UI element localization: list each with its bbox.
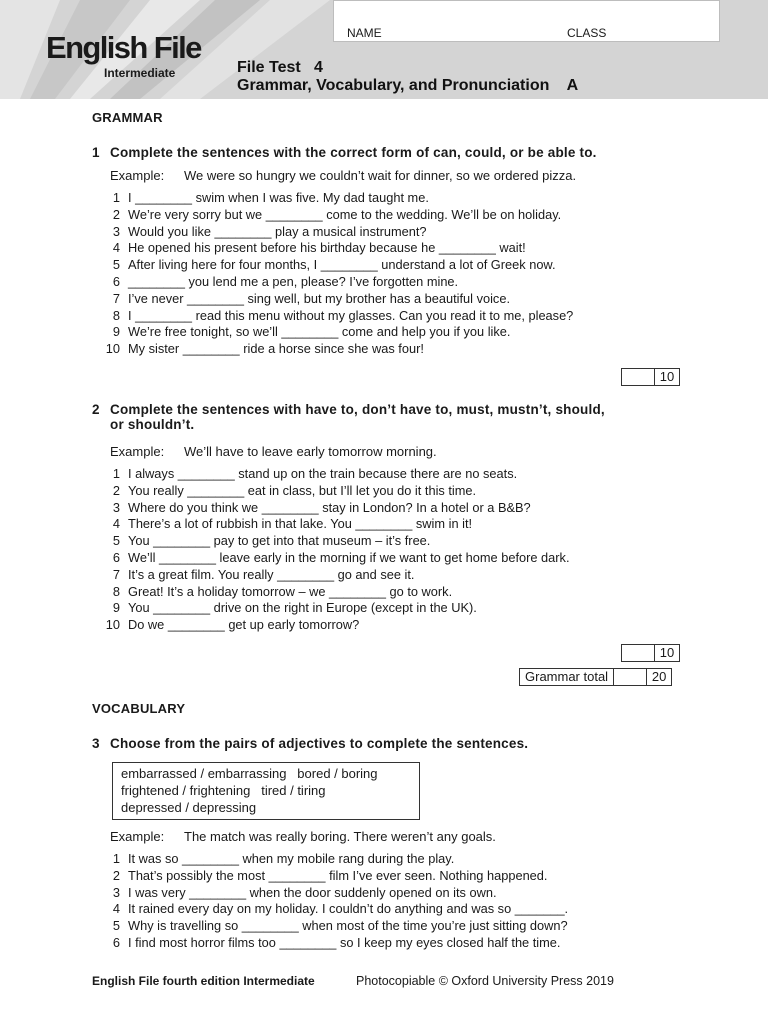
name-class-box bbox=[333, 0, 720, 42]
question-item bbox=[100, 868, 568, 885]
footer-edition: English File fourth edition Intermediate bbox=[92, 974, 315, 988]
q1-number: 1 bbox=[92, 145, 100, 160]
q2-instruction-line2: or shouldn’t. bbox=[110, 417, 195, 432]
item-number: 6 bbox=[112, 273, 120, 289]
item-number: 5 bbox=[112, 257, 120, 273]
item-text: That’s possibly the most ________ film I’ve ever seen. Nothing happened. bbox=[128, 867, 548, 883]
grammar-heading: GRAMMAR bbox=[92, 110, 163, 125]
question-item bbox=[100, 324, 573, 341]
item-number: 3 bbox=[112, 223, 120, 239]
item-text: We’re free tonight, so we’ll ________ come and help you if you like. bbox=[128, 324, 511, 340]
item-text: I always ________ stand up on the train because there are no seats. bbox=[128, 466, 518, 481]
item-text: We’ll ________ leave early in the morning if we want to get home before dark. bbox=[128, 549, 570, 565]
q2-item-list bbox=[100, 466, 570, 634]
item-number: 6 bbox=[112, 549, 120, 565]
q1-score-max: 10 bbox=[659, 369, 675, 384]
question-item bbox=[100, 935, 568, 952]
item-text: Would you like ________ play a musical instrument? bbox=[128, 223, 427, 239]
question-item bbox=[100, 207, 573, 224]
q2-example-text: We’ll have to leave early tomorrow morning. bbox=[184, 444, 437, 459]
question-item bbox=[100, 851, 568, 868]
question-item bbox=[100, 617, 570, 634]
item-number: 10 bbox=[105, 341, 120, 357]
item-number: 2 bbox=[112, 867, 120, 883]
question-item bbox=[100, 291, 573, 308]
question-item bbox=[100, 567, 570, 584]
q2-instruction-line1: Complete the sentences with have to, don’t have to, must, mustn’t, should, bbox=[110, 402, 605, 417]
grammar-total-label: Grammar total bbox=[520, 669, 614, 685]
item-number: 3 bbox=[112, 884, 120, 900]
item-number: 4 bbox=[112, 240, 120, 256]
question-item bbox=[100, 224, 573, 241]
question-item bbox=[100, 274, 573, 291]
question-item bbox=[100, 240, 573, 257]
q3-example-text: The match was really boring. There weren’t any goals. bbox=[184, 829, 496, 844]
item-number: 7 bbox=[112, 290, 120, 306]
item-text: He opened his present before his birthday because he ________ wait! bbox=[128, 240, 526, 256]
question-item bbox=[100, 918, 568, 935]
item-number: 10 bbox=[105, 617, 120, 633]
q3-example-label: Example: bbox=[110, 829, 165, 844]
q2-title bbox=[92, 402, 682, 432]
item-text: You really ________ eat in class, but I’ll let you do it this time. bbox=[128, 482, 477, 498]
q3-instruction: Choose from the pairs of adjectives to complete the sentences. bbox=[110, 736, 529, 751]
q1-instruction: Complete the sentences with the correct form of can, could, or be able to. bbox=[110, 145, 597, 160]
item-text: There’s a lot of rubbish in that lake. You ________ swim in it! bbox=[128, 516, 473, 532]
q2-example-label: Example: bbox=[110, 444, 165, 459]
grammar-total-blank[interactable] bbox=[614, 669, 647, 685]
q1-item-list bbox=[100, 190, 573, 358]
logo-title: English File bbox=[46, 30, 201, 65]
item-text: You ________ pay to get into that museum – it’s free. bbox=[128, 533, 431, 549]
item-text: My sister ________ ride a horse since she was four! bbox=[128, 341, 424, 357]
q2-score-box bbox=[621, 644, 680, 662]
q3-example bbox=[110, 829, 496, 844]
q2-score-max: 10 bbox=[659, 645, 675, 660]
logo-subtitle: Intermediate bbox=[104, 66, 176, 80]
word-box-line: depressed / depressing bbox=[121, 799, 257, 815]
question-item bbox=[100, 516, 570, 533]
class-label: CLASS bbox=[567, 26, 607, 40]
item-number: 1 bbox=[112, 190, 120, 205]
question-item bbox=[100, 885, 568, 902]
word-box-line: frightened / frightening tired / tiring bbox=[121, 782, 326, 798]
q3-number: 3 bbox=[92, 736, 100, 751]
q2-number: 2 bbox=[92, 402, 100, 417]
footer-copyright: Photocopiable © Oxford University Press 2019 bbox=[356, 974, 614, 988]
item-text: I was very ________ when the door suddenly opened on its own. bbox=[128, 884, 497, 900]
item-number: 6 bbox=[112, 934, 120, 950]
item-number: 1 bbox=[112, 851, 120, 866]
question-item bbox=[100, 483, 570, 500]
question-item bbox=[100, 584, 570, 601]
item-text: I find most horror films too ________ so I keep my eyes closed half the time. bbox=[128, 934, 561, 950]
q1-score-box bbox=[621, 368, 680, 386]
item-text: ________ you lend me a pen, please? I’ve forgotten mine. bbox=[128, 273, 459, 289]
item-text: It rained every day on my holiday. I couldn’t do anything and was so _______. bbox=[128, 901, 569, 917]
item-text: After living here for four months, I ________ understand a lot of Greek now. bbox=[128, 257, 556, 273]
q3-title bbox=[92, 736, 682, 751]
item-number: 8 bbox=[112, 583, 120, 599]
item-number: 9 bbox=[112, 324, 120, 340]
item-text: Where do you think we ________ stay in London? In a hotel or a B&B? bbox=[128, 499, 531, 515]
item-number: 5 bbox=[112, 918, 120, 934]
item-number: 3 bbox=[112, 499, 120, 515]
question-item bbox=[100, 341, 573, 358]
question-item bbox=[100, 466, 570, 483]
item-text: Do we ________ get up early tomorrow? bbox=[128, 617, 360, 633]
item-number: 4 bbox=[112, 516, 120, 532]
question-item bbox=[100, 308, 573, 325]
item-text: Great! It’s a holiday tomorrow – we ________ go to work. bbox=[128, 583, 453, 599]
q1-score-blank[interactable] bbox=[622, 369, 655, 385]
item-number: 4 bbox=[112, 901, 120, 917]
q2-example bbox=[110, 444, 437, 459]
item-text: It’s a great film. You really ________ go and see it. bbox=[128, 566, 415, 582]
item-number: 7 bbox=[112, 566, 120, 582]
item-number: 8 bbox=[112, 307, 120, 323]
q2-score-blank[interactable] bbox=[622, 645, 655, 661]
item-number: 1 bbox=[112, 466, 120, 481]
test-subtitle: Grammar, Vocabulary, and Pronunciation A bbox=[237, 77, 579, 94]
question-item bbox=[100, 190, 573, 207]
q3-word-box bbox=[112, 762, 420, 820]
item-text: We’re very sorry but we ________ come to the wedding. We’ll be on holiday. bbox=[128, 206, 562, 222]
item-text: I’ve never ________ sing well, but my brother has a beautiful voice. bbox=[128, 290, 511, 306]
item-number: 2 bbox=[112, 482, 120, 498]
item-number: 2 bbox=[112, 206, 120, 222]
grammar-total-box bbox=[519, 668, 672, 686]
grammar-total-max: 20 bbox=[651, 669, 667, 684]
vocabulary-heading: VOCABULARY bbox=[92, 701, 186, 716]
item-text: You ________ drive on the right in Europe (except in the UK). bbox=[128, 600, 477, 616]
question-item bbox=[100, 550, 570, 567]
question-item bbox=[100, 901, 568, 918]
q1-title bbox=[92, 145, 682, 160]
name-label: NAME bbox=[347, 26, 382, 40]
q3-item-list bbox=[100, 851, 568, 952]
question-item bbox=[100, 533, 570, 550]
item-text: I ________ swim when I was five. My dad taught me. bbox=[128, 190, 429, 205]
q1-example bbox=[110, 168, 576, 183]
question-item bbox=[100, 500, 570, 517]
question-item bbox=[100, 600, 570, 617]
question-item bbox=[100, 257, 573, 274]
item-number: 5 bbox=[112, 533, 120, 549]
item-number: 9 bbox=[112, 600, 120, 616]
test-title: File Test 4 bbox=[237, 59, 323, 76]
q1-example-label: Example: bbox=[110, 168, 165, 183]
header-band bbox=[0, 0, 768, 99]
q1-example-text: We were so hungry we couldn’t wait for dinner, so we ordered pizza. bbox=[184, 168, 577, 183]
item-text: I ________ read this menu without my glasses. Can you read it to me, please? bbox=[128, 307, 574, 323]
item-text: Why is travelling so ________ when most of the time you’re just sitting down? bbox=[128, 918, 568, 934]
item-text: It was so ________ when my mobile rang during the play. bbox=[128, 851, 455, 866]
word-box-line: embarrassed / embarrassing bored / boring bbox=[121, 766, 378, 781]
